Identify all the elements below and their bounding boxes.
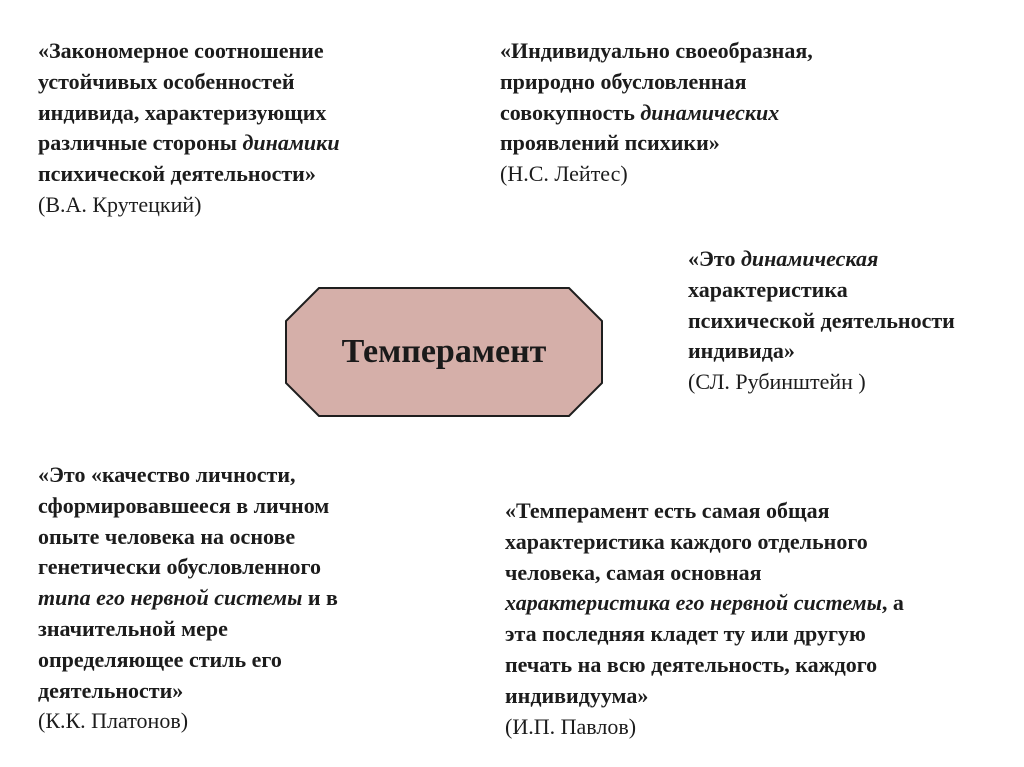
quote-line: «Это «качество личности, (38, 462, 296, 487)
quote-line (505, 588, 904, 619)
quote-line: индивида, характеризующих (38, 99, 327, 125)
temperament-label: Темперамент (341, 333, 547, 370)
quote-line (38, 128, 340, 159)
quote-author: (СЛ. Рубинштейн ) (688, 369, 866, 395)
quote-line: сформировавшееся в личном (38, 492, 330, 518)
quote-author: (И.П. Павлов) (505, 713, 637, 739)
quote-line: индивидуума» (505, 682, 649, 708)
quote-line: деятельности» (38, 677, 184, 703)
quote-line: «Темперамент есть самая общая (505, 498, 830, 523)
quote-emphasis: типа его нервной системы (38, 585, 303, 611)
quote-line: психической деятельности» (38, 161, 316, 187)
quote-line: индивида» (688, 338, 795, 364)
quote-line: природно обусловленная (500, 68, 747, 94)
quote-line: печать на всю деятельность, каждого (505, 651, 878, 677)
quote-krutetsky (38, 36, 340, 221)
quote-line: устойчивых особенностей (38, 68, 295, 94)
quote-platonov (38, 460, 338, 737)
quote-line: «Закономерное соотношение (38, 38, 324, 63)
quote-line: значительной мере (38, 615, 228, 641)
quote-text: совокупность (500, 99, 641, 125)
quote-rubinstein (688, 244, 955, 398)
quote-line: определяющее стиль его (38, 646, 282, 672)
quote-line: опыте человека на основе (38, 523, 296, 549)
quote-author: (Н.С. Лейтес) (500, 161, 628, 187)
quote-text: «Это (688, 246, 741, 271)
quote-emphasis: динамическая (740, 246, 879, 271)
quote-line: характеристика (688, 276, 848, 302)
quote-text: , а (881, 590, 904, 616)
quote-emphasis: динамических (640, 99, 780, 125)
quote-line (38, 583, 338, 614)
quote-line: человека, самая основная (505, 559, 762, 585)
quote-line: психической деятельности (688, 307, 955, 333)
quote-emphasis: характеристика его нервной системы (505, 590, 882, 616)
quote-line (500, 98, 813, 129)
temperament-octagon (284, 286, 604, 418)
quote-line: генетически обусловленного (38, 554, 321, 580)
quote-line: проявлений психики» (500, 130, 720, 156)
quote-pavlov (505, 496, 904, 742)
quote-emphasis: динамики (242, 130, 340, 156)
quote-text: различные стороны (38, 130, 243, 156)
quote-line (688, 244, 955, 275)
quote-author: (В.А. Крутецкий) (38, 191, 202, 217)
quote-text: и в (302, 585, 338, 611)
quote-line: эта последняя кладет ту или другую (505, 621, 866, 647)
octagon-shape (286, 288, 602, 416)
quote-line: «Индивидуально своеобразная, (500, 38, 813, 63)
quote-author: (К.К. Платонов) (38, 708, 189, 734)
quote-line: характеристика каждого отдельного (505, 528, 868, 554)
quote-leites (500, 36, 813, 190)
